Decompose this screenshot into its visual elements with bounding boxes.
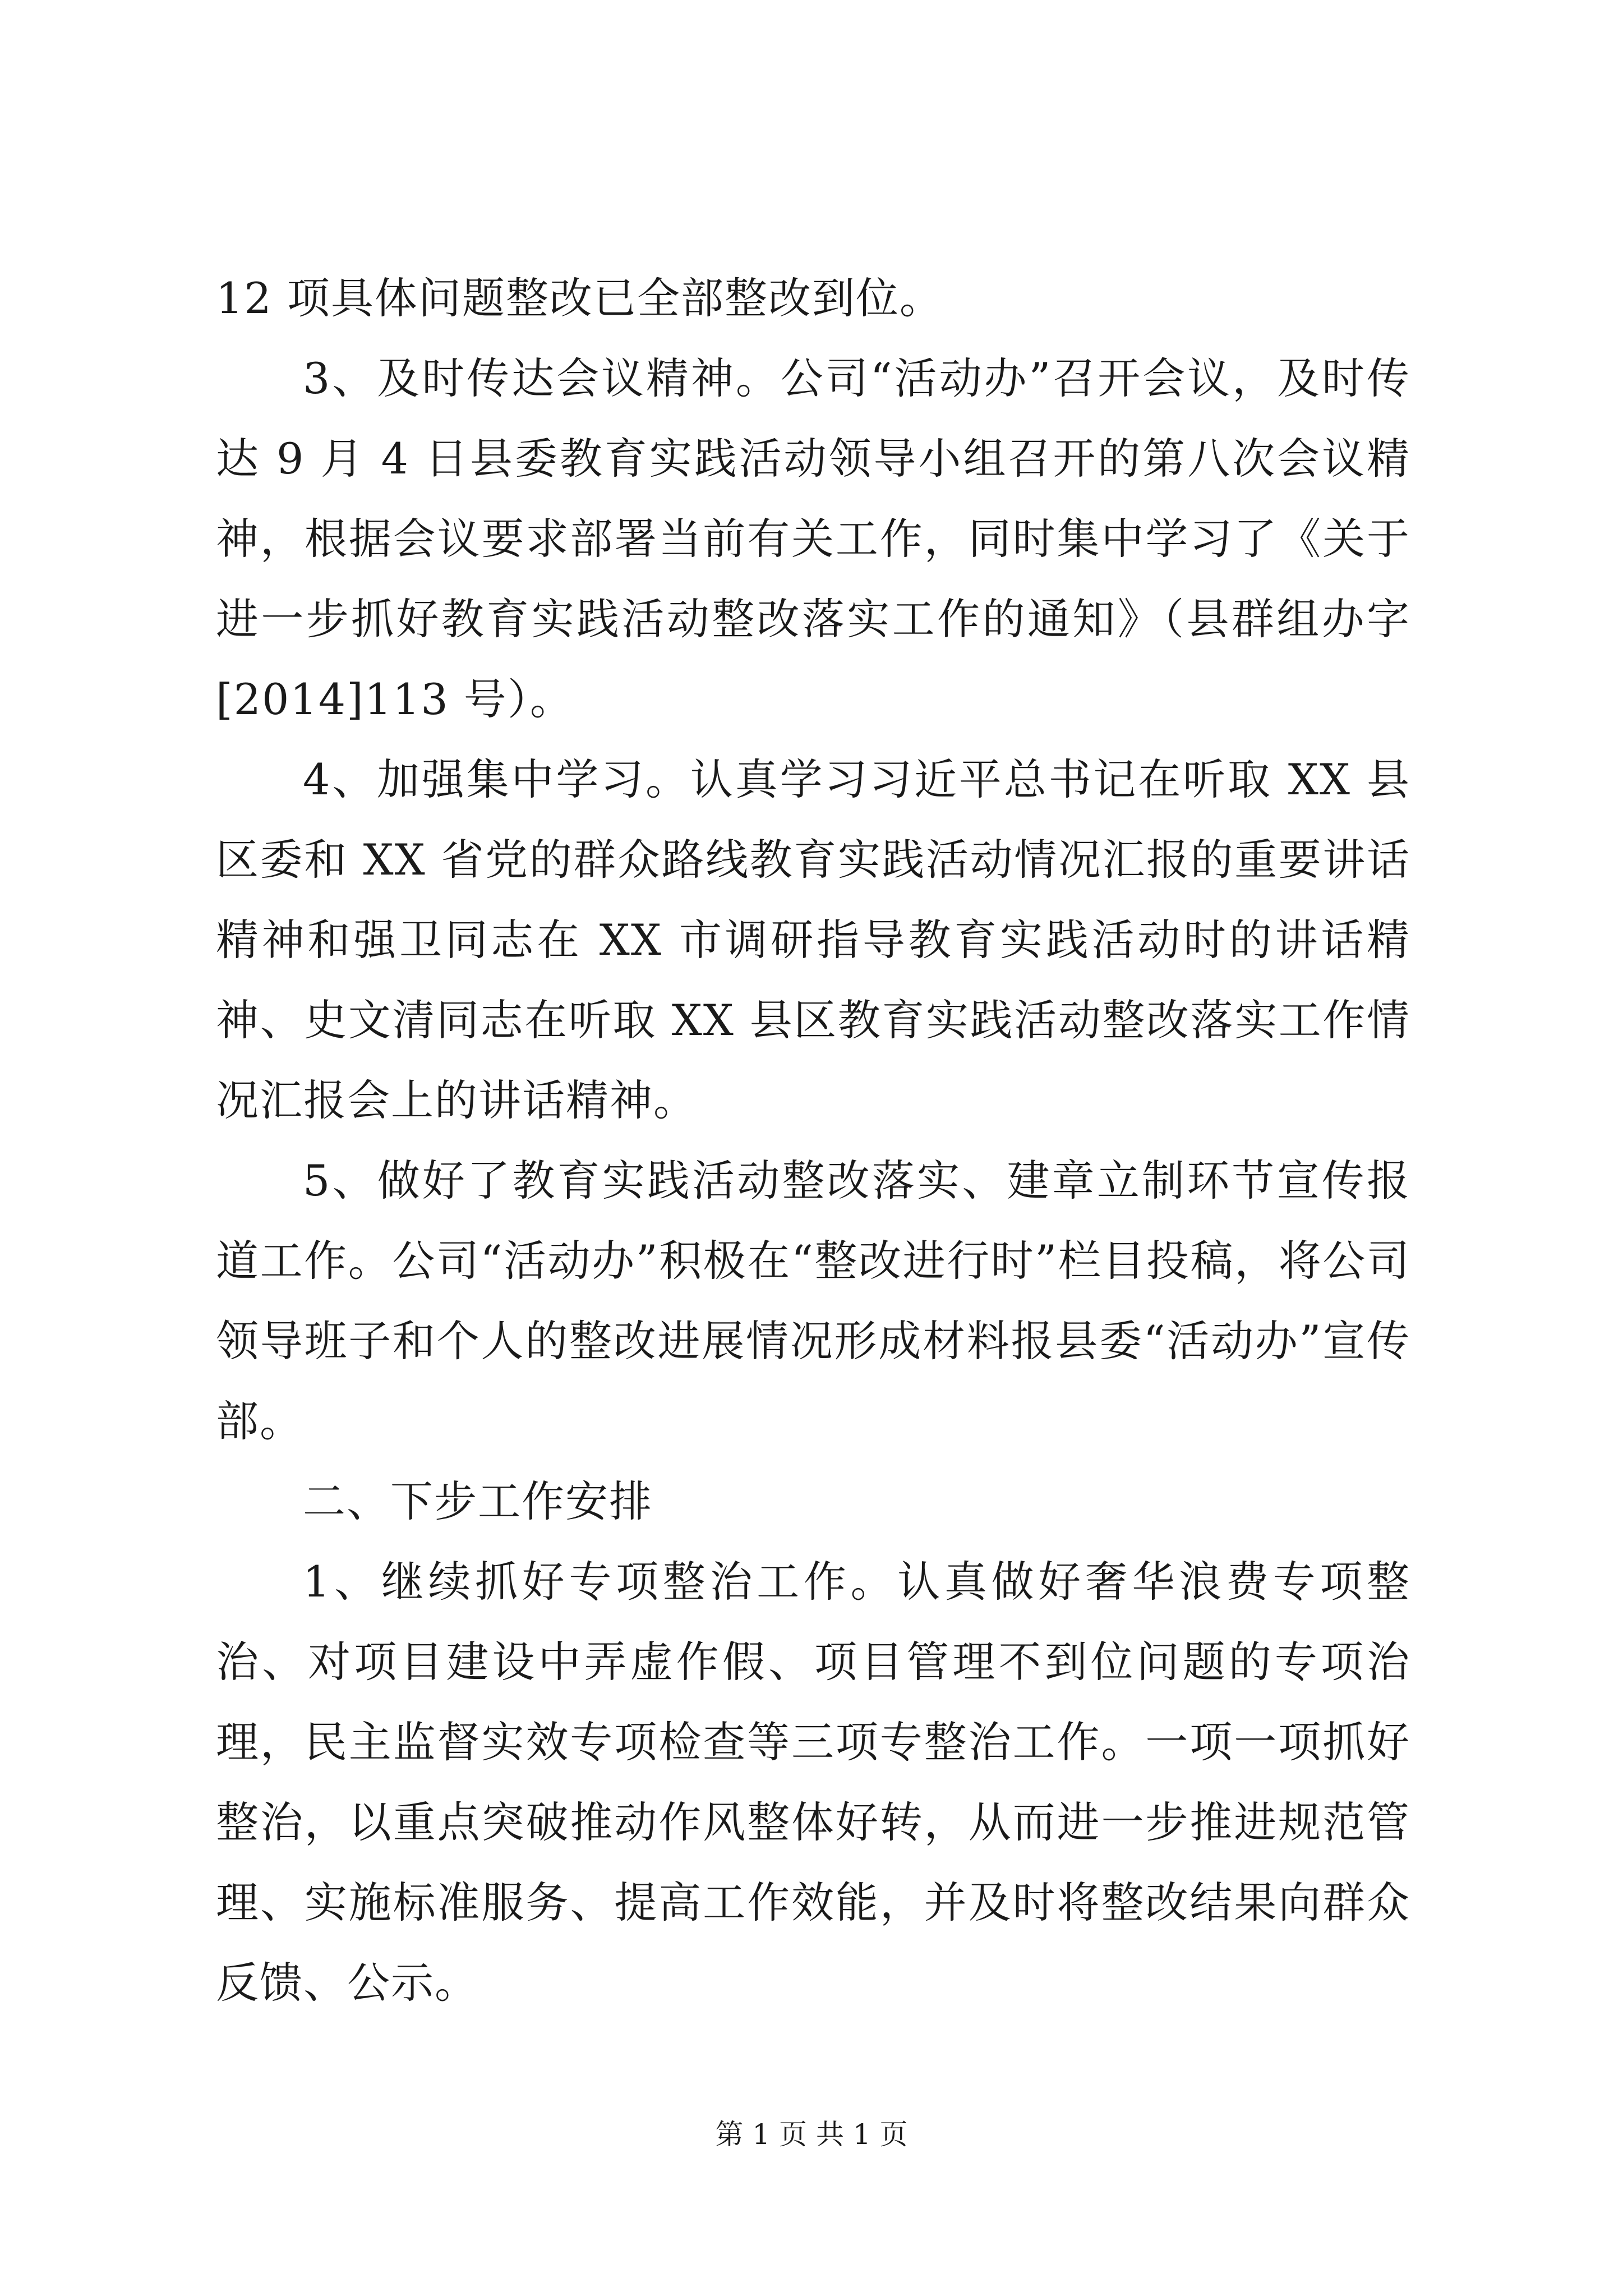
paragraph-item-3: 3、及时传达会议精神。公司“活动办”召开会议，及时传达 9 月 4 日县委教育实践活动领导小组召开的第八次会议精神，根据会议要求部署当前有关工作，同时集中学习了《关于进一步抓好教育实践活动整改落实工作的通知》（县群组办字[2014]113 号）。 <box>216 353 1410 724</box>
paragraph-next-item-1: 1、继续抓好专项整治工作。认真做好奢华浪费专项整治、对项目建设中弄虚作假、项目管理不到位问题的专项治理，民主监督实效专项检查等三项专整治工作。一项一项抓好整治，以重点突破推动作风整体好转，从而进一步推进规范管理、实施标准服务、提高工作效能，并及时将整改结果向群众反馈、公示。 <box>216 1557 1410 2008</box>
paragraph-item-5: 5、做好了教育实践活动整改落实、建章立制环节宣传报道工作。公司“活动办”积极在“整改进行时”栏目投稿，将公司领导班子和个人的整改进展情况形成材料报县委“活动办”宣传部。 <box>216 1156 1410 1446</box>
paragraph-continuation: 12 项具体问题整改已全部整改到位。 <box>216 273 943 323</box>
page-footer: 第 1 页 共 1 页 <box>715 2118 908 2151</box>
document-body <box>216 258 1410 2023</box>
paragraph-item-4: 4、加强集中学习。认真学习习近平总书记在听取 XX 县区委和 XX 省党的群众路线教育实践活动情况汇报的重要讲话精神和强卫同志在 XX 市调研指导教育实践活动时的讲话精神、史文清同志在听取 XX 县区教育实践活动整改落实工作情况汇报会上的讲话精神。 <box>216 754 1410 1125</box>
section-heading: 二、下步工作安排 <box>303 1476 653 1526</box>
